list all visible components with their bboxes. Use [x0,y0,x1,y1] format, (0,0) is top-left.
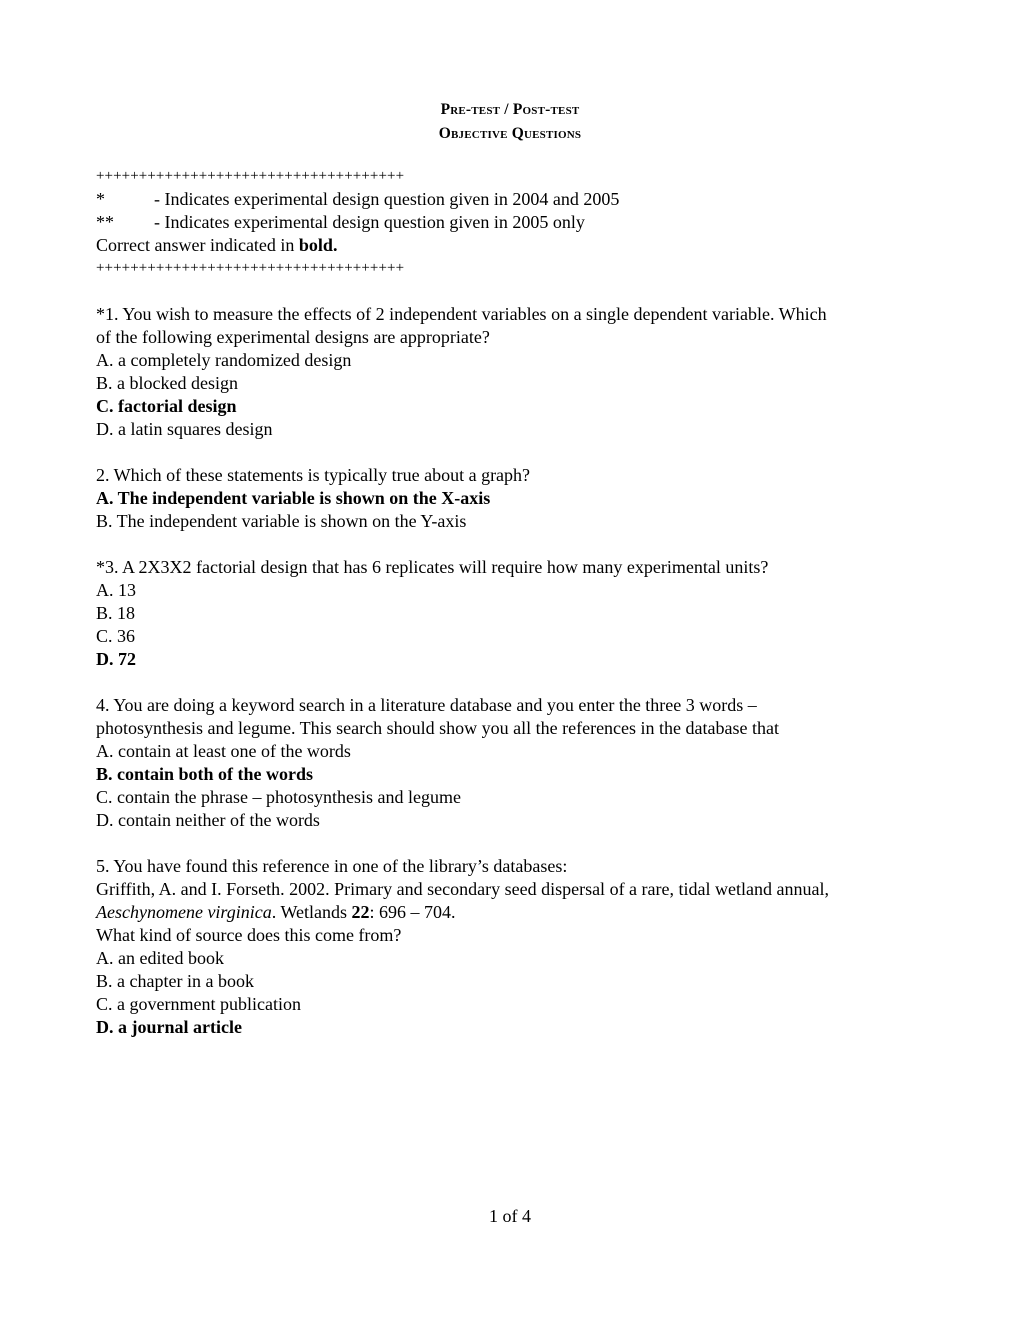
question-5 [96,855,926,1039]
reference-volume: 22 [351,902,370,922]
page-number: 1 of 4 [489,1206,531,1226]
reference-line [96,901,926,924]
answer-option: A. contain at least one of the words [96,741,351,761]
answer-option: B. a chapter in a book [96,971,254,991]
reference-line: Griffith, A. and I. Forseth. 2002. Primary and secondary seed dispersal of a rare, tidal wetland annual, [96,879,829,899]
answer-option-correct: D. 72 [96,649,136,669]
question-3 [96,556,926,671]
legend-mark: ** [96,212,114,232]
page-title: Pre-test / Post-test [440,101,580,118]
answer-option-correct: A. The independent variable is shown on the X-axis [96,488,491,508]
title-block [0,98,1020,146]
answer-option: B. The independent variable is shown on the Y-axis [96,511,467,531]
page-footer [0,1205,1020,1228]
answer-option-correct: B. contain both of the words [96,764,314,784]
legend-row-double-star [96,211,926,234]
answer-option: B. a blocked design [96,373,238,393]
question-2 [96,464,926,533]
answer-note-prefix: Correct answer indicated in [96,235,299,255]
answer-option: C. a government publication [96,994,301,1014]
answer-note-bold: bold. [298,235,338,255]
question-stem-line: 4. You are doing a keyword search in a literature database and you enter the three 3 words – [96,695,757,715]
reference-journal: . Wetlands [271,902,352,922]
separator-bottom: ++++++++++++++++++++++++++++++++++++ [96,260,405,276]
legend-mark: * [96,189,105,209]
reference-species: Aeschynomene virginica [96,902,272,922]
answer-option: D. a latin squares design [96,419,273,439]
answer-option: A. 13 [96,580,136,600]
answer-option: B. 18 [96,603,136,623]
question-stem-line: *1. You wish to measure the effects of 2 independent variables on a single dependent variable. Which [96,304,827,324]
legend-row-single-star [96,188,926,211]
question-stem-line: photosynthesis and legume. This search should show you all the references in the database that [96,718,779,738]
legend-text: - Indicates experimental design question given in 2004 and 2005 [154,189,620,209]
separator-top: ++++++++++++++++++++++++++++++++++++ [96,168,405,184]
question-1 [96,303,926,441]
question-stem-line: 5. You have found this reference in one of the library’s databases: [96,856,568,876]
legend-text: - Indicates experimental design question given in 2005 only [154,212,585,232]
reference-pages: : 696 – 704. [369,902,456,922]
answer-option: C. contain the phrase – photosynthesis and legume [96,787,461,807]
question-stem-line: *3. A 2X3X2 factorial design that has 6 replicates will require how many experimental units? [96,557,769,577]
answer-note [96,234,926,257]
question-stem-line: of the following experimental designs are appropriate? [96,327,490,347]
question-stem-line: What kind of source does this come from? [96,925,402,945]
answer-option-correct: D. a journal article [96,1017,242,1037]
answer-option: C. 36 [96,626,136,646]
question-4 [96,694,926,832]
document-body [96,165,926,1039]
answer-option: D. contain neither of the words [96,810,320,830]
answer-option-correct: C. factorial design [96,396,237,416]
answer-option: A. a completely randomized design [96,350,352,370]
question-stem-line: 2. Which of these statements is typically true about a graph? [96,465,531,485]
page-subtitle: Objective Questions [438,125,582,142]
answer-option: A. an edited book [96,948,224,968]
